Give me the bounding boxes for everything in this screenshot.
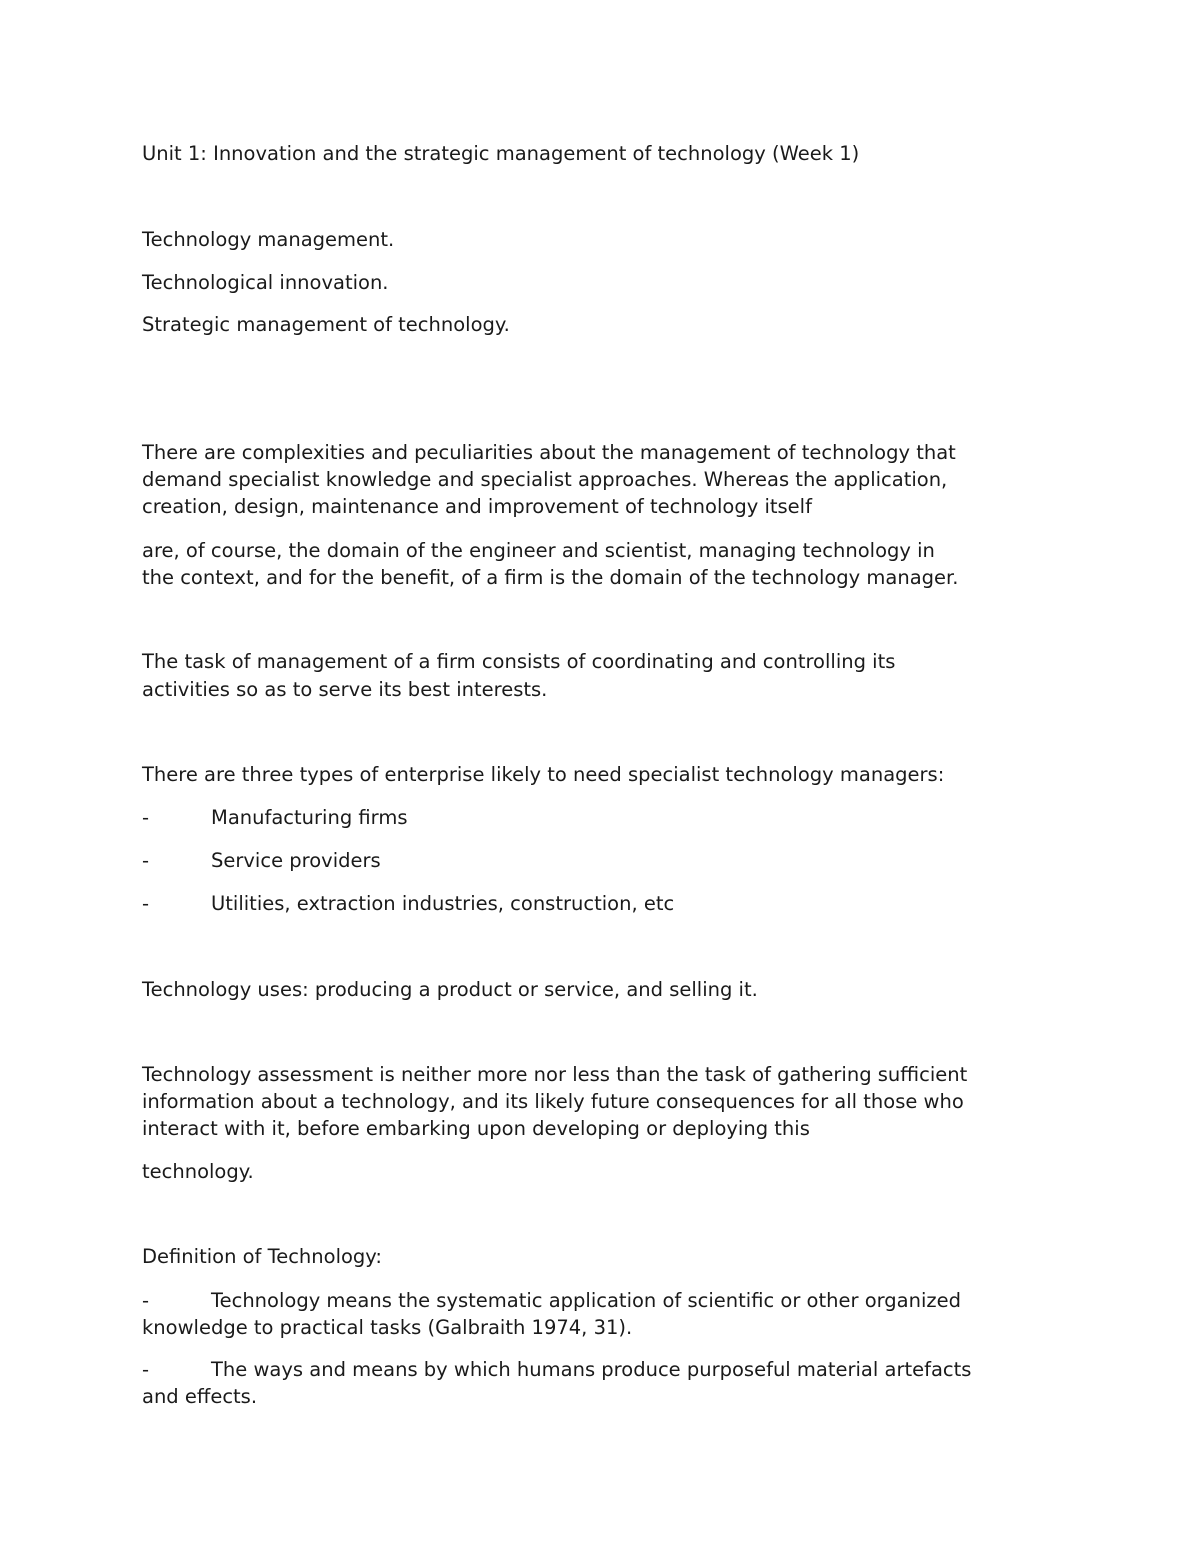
enterprise-item-label: Utilities, extraction industries, construction, etc: [211, 892, 675, 915]
topic-technology-management: Technology management.: [142, 228, 395, 251]
bullet-dash: -: [142, 1289, 150, 1312]
definition-heading: Definition of Technology:: [142, 1245, 382, 1268]
definition-item-1-line-1: [142, 1287, 1072, 1314]
enterprise-item-manufacturing: [142, 804, 1072, 831]
bullet-dash: -: [142, 806, 150, 829]
enterprise-item-label: Manufacturing firms: [211, 806, 408, 829]
paragraph-complexities-line-3: creation, design, maintenance and improvement of technology itself: [142, 495, 812, 518]
bullet-dash: -: [142, 1358, 150, 1381]
assessment-tail: technology.: [142, 1160, 254, 1183]
enterprise-item-service: [142, 847, 1072, 874]
assessment-line-2: information about a technology, and its likely future consequences for all those who: [142, 1090, 964, 1113]
definition-item-1-line-2: knowledge to practical tasks (Galbraith 1974, 31).: [142, 1316, 633, 1339]
enterprise-item-label: Service providers: [211, 849, 381, 872]
enterprise-item-utilities: [142, 890, 1072, 917]
topic-strategic-management: Strategic management of technology.: [142, 313, 510, 336]
definition-item-2-line-2: and effects.: [142, 1385, 258, 1408]
topic-technological-innovation: Technological innovation.: [142, 271, 389, 294]
paragraph-complexities-line-1: There are complexities and peculiarities about the management of technology that: [142, 441, 956, 464]
assessment-line-3: interact with it, before embarking upon developing or deploying this: [142, 1117, 810, 1140]
paragraph-task-line-2: activities so as to serve its best interests.: [142, 678, 548, 701]
assessment-line-1: Technology assessment is neither more nor less than the task of gathering sufficient: [142, 1063, 968, 1086]
paragraph-domain-line-1: are, of course, the domain of the engineer and scientist, managing technology in: [142, 539, 935, 562]
bullet-dash: -: [142, 849, 150, 872]
paragraph-domain-line-2: the context, and for the benefit, of a firm is the domain of the technology manager.: [142, 566, 959, 589]
technology-uses: Technology uses: producing a product or service, and selling it.: [142, 978, 758, 1001]
paragraph-complexities-line-2: demand specialist knowledge and specialist approaches. Whereas the application,: [142, 468, 948, 491]
paragraph-task-line-1: The task of management of a firm consists of coordinating and controlling its: [142, 650, 896, 673]
document-title: Unit 1: Innovation and the strategic management of technology (Week 1): [142, 142, 860, 165]
definition-item-2-line-1: [142, 1356, 1072, 1383]
enterprise-intro: There are three types of enterprise likely to need specialist technology managers:: [142, 763, 945, 786]
definition-item-text: Technology means the systematic application of scientific or other organized: [211, 1289, 962, 1312]
bullet-dash: -: [142, 892, 150, 915]
definition-item-text: The ways and means by which humans produce purposeful material artefacts: [211, 1358, 972, 1381]
